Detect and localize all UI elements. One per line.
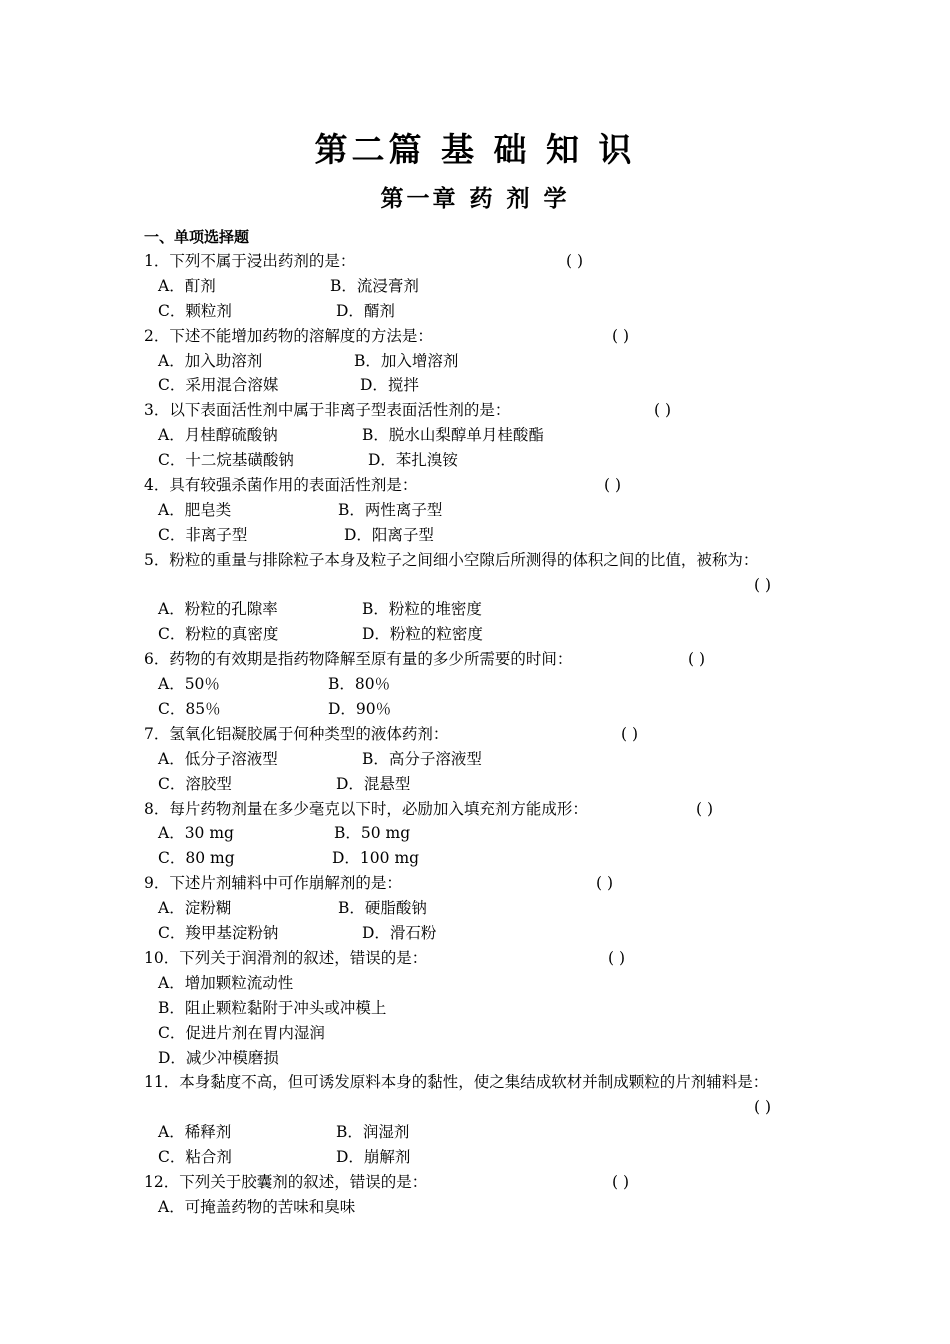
option-c: C．80 mg <box>158 849 235 868</box>
option-a: A．稀释剂 <box>158 1123 232 1142</box>
option-row <box>144 896 814 921</box>
option-b: B．两性离子型 <box>338 500 443 519</box>
option-a: A．50％ <box>158 675 220 694</box>
question-2 <box>144 324 814 349</box>
option-c: C．溶胶型 <box>158 774 232 793</box>
chapter-title: 第一章 药 剂 学 <box>380 185 570 212</box>
option-row <box>144 1145 814 1170</box>
answer-blank: ( ) <box>612 1172 630 1191</box>
option-row <box>144 349 814 374</box>
option-row <box>144 971 814 996</box>
question-stem: 9．下述片剂辅料中可作崩解剂的是： <box>144 874 402 893</box>
option-a: A．低分子溶液型 <box>158 749 278 768</box>
option-row <box>144 747 814 772</box>
option-row <box>144 996 814 1021</box>
question-stem: 11．本身黏度不高，但可诱发原料本身的黏性，使之集结成软材并制成颗粒的片剂辅料是： <box>144 1073 769 1092</box>
answer-row <box>144 573 814 598</box>
option-a: A．加入助溶剂 <box>158 351 263 370</box>
option-d: D．90％ <box>328 700 392 719</box>
option-b: B．硬脂酸钠 <box>338 899 427 918</box>
option-row <box>144 597 814 622</box>
option-row <box>144 697 814 722</box>
question-5 <box>144 548 814 573</box>
answer-blank: ( ) <box>566 252 584 270</box>
option-b: B．粉粒的堆密度 <box>362 600 482 619</box>
part-title: 第二篇 基 础 知 识 <box>314 130 636 169</box>
question-stem: 10．下列关于润滑剂的叙述，错误的是： <box>144 948 428 967</box>
answer-row <box>144 1095 814 1120</box>
option-b: B．流浸膏剂 <box>330 276 419 295</box>
question-stem: 12．下列关于胶囊剂的叙述，错误的是： <box>144 1172 428 1191</box>
option-c: C．十二烷基磺酸钠 <box>158 451 294 470</box>
answer-blank: ( ) <box>608 948 626 967</box>
option-a: A．可掩盖药物的苦味和臭味 <box>158 1197 356 1216</box>
option-d: D．搅拌 <box>360 376 419 395</box>
option-b: B．50 mg <box>334 824 411 843</box>
option-a: A．增加颗粒流动性 <box>158 973 294 992</box>
option-row <box>144 523 814 548</box>
option-d: D．100 mg <box>332 849 420 868</box>
option-a: A．30 mg <box>158 824 234 843</box>
answer-blank: ( ) <box>754 575 772 594</box>
question-stem: 1．下列不属于浸出药剂的是： <box>144 252 356 270</box>
question-6 <box>144 647 814 672</box>
option-d: D．醑剂 <box>336 301 395 320</box>
answer-blank: ( ) <box>696 799 714 818</box>
option-row <box>144 448 814 473</box>
question-9 <box>144 871 814 896</box>
question-3 <box>144 398 814 423</box>
option-row <box>144 846 814 871</box>
option-a: A．粉粒的孔隙率 <box>158 600 278 619</box>
question-stem: 8．每片药物剂量在多少毫克以下时，必励加入填充剂方能成形： <box>144 799 588 818</box>
option-d: D．崩解剂 <box>336 1148 411 1167</box>
option-b: B．脱水山梨醇单月桂酸酯 <box>362 426 544 445</box>
answer-blank: ( ) <box>604 476 622 495</box>
question-stem: 2．下述不能增加药物的溶解度的方法是： <box>144 326 433 345</box>
option-c: C．采用混合溶媒 <box>158 376 279 395</box>
answer-blank: ( ) <box>621 724 639 743</box>
option-row <box>144 672 814 697</box>
option-c: C．促进片剂在胃内湿润 <box>158 1023 325 1042</box>
option-a: A．月桂醇硫酸钠 <box>158 426 278 445</box>
option-c: C．颗粒剂 <box>158 301 232 320</box>
option-row <box>144 423 814 448</box>
option-row <box>144 921 814 946</box>
answer-blank: ( ) <box>688 650 706 669</box>
option-d: D．粉粒的粒密度 <box>362 625 483 644</box>
option-row <box>144 821 814 846</box>
option-c: C．羧甲基淀粉钠 <box>158 924 279 943</box>
option-row <box>144 299 814 324</box>
option-d: D．滑石粉 <box>362 924 437 943</box>
question-1 <box>144 249 814 274</box>
question-12 <box>144 1170 814 1195</box>
question-stem: 4．具有较强杀菌作用的表面活性剂是： <box>144 476 418 495</box>
option-row <box>144 274 814 299</box>
option-b: B．润湿剂 <box>336 1123 410 1142</box>
option-c: C．非离子型 <box>158 525 248 544</box>
option-row <box>144 772 814 797</box>
question-stem: 6．药物的有效期是指药物降解至原有量的多少所需要的时间： <box>144 650 573 669</box>
question-10 <box>144 946 814 971</box>
option-row <box>144 1046 814 1071</box>
option-b: B．高分子溶液型 <box>362 749 482 768</box>
option-row <box>144 1021 814 1046</box>
answer-blank: ( ) <box>612 326 630 345</box>
question-stem: 3．以下表面活性剂中属于非离子型表面活性剂的是： <box>144 401 511 420</box>
option-row <box>144 498 814 523</box>
option-c: C．粘合剂 <box>158 1148 232 1167</box>
option-a: A．酊剂 <box>158 276 216 295</box>
option-b: B．80％ <box>328 675 391 694</box>
question-stem: 7．氢氧化铝凝胶属于何种类型的液体药剂： <box>144 724 449 743</box>
question-list <box>144 249 814 1220</box>
answer-blank: ( ) <box>654 401 672 420</box>
option-row <box>144 1120 814 1145</box>
option-c: C．粉粒的真密度 <box>158 625 279 644</box>
question-8 <box>144 797 814 822</box>
option-c: C．85％ <box>158 700 221 719</box>
option-b: B．阻止颗粒黏附于冲头或冲模上 <box>158 998 387 1017</box>
option-row <box>144 373 814 398</box>
option-row <box>144 1195 814 1220</box>
option-d: D．阳离子型 <box>344 525 434 544</box>
option-a: A．淀粉糊 <box>158 899 232 918</box>
question-7 <box>144 722 814 747</box>
option-row <box>144 622 814 647</box>
option-d: D．苯扎溴铵 <box>368 451 458 470</box>
answer-blank: ( ) <box>596 874 614 893</box>
option-d: D．混悬型 <box>336 774 411 793</box>
option-a: A．肥皂类 <box>158 500 232 519</box>
section-title: 一、单项选择题 <box>144 228 250 246</box>
option-d: D．减少冲模磨损 <box>158 1048 279 1067</box>
question-11 <box>144 1070 814 1095</box>
answer-blank: ( ) <box>754 1098 772 1117</box>
option-b: B．加入增溶剂 <box>354 351 459 370</box>
question-stem: 5．粉粒的重量与排除粒子本身及粒子之间细小空隙后所测得的体积之间的比值，被称为： <box>144 550 759 569</box>
question-4 <box>144 473 814 498</box>
